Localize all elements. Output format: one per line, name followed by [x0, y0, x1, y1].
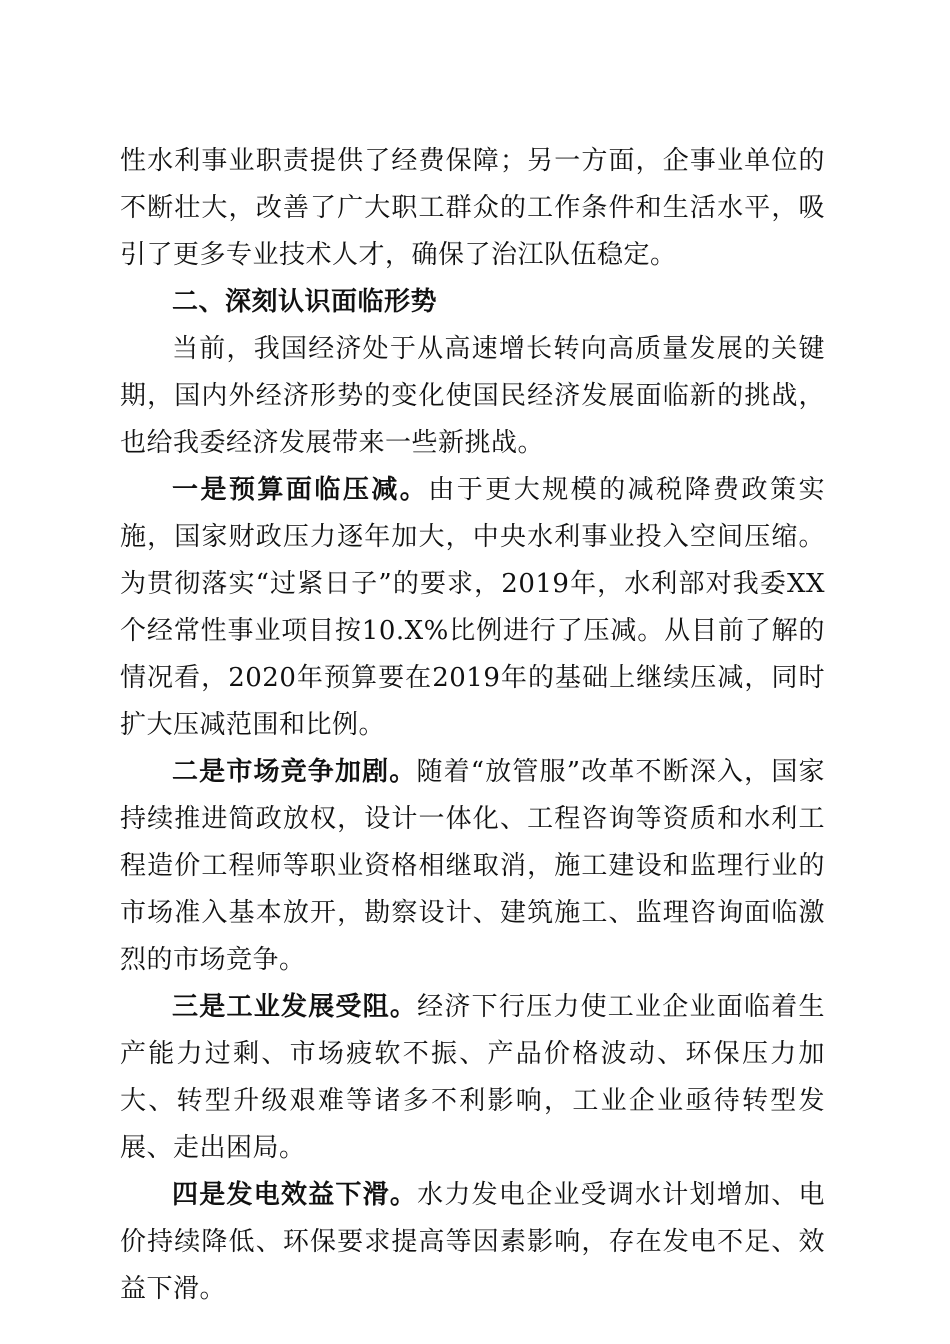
paragraph-text: 由于更大规模的减税降费政策实施，国家财政压力逐年加大，中央水利事业投入空间压缩。为贯彻落实“过紧日子”的要求，2019年，水利部对我委XX个经常性事业项目按10.X%比例进行了压减。从目前了解的情况看，2020年预算要在2019年的基础上继续压减，同时扩大压减范围和比例。: [120, 475, 825, 740]
paragraph-industry: [120, 984, 825, 1172]
paragraph-intro: [120, 326, 825, 467]
paragraph-market: [120, 749, 825, 984]
paragraph-lead: 三是工业发展受阻。: [172, 992, 418, 1022]
paragraph-text: 随着“放管服”改革不断深入，国家持续推进简政放权，设计一体化、工程咨询等资质和水利工程造价工程师等职业资格相继取消，施工建设和监理行业的市场准入基本放开，勘察设计、建筑施工、监理咨询面临激烈的市场竞争。: [120, 757, 825, 975]
document-body: [120, 138, 825, 1313]
paragraph-text: 当前，我国经济处于从高速增长转向高质量发展的关键期，国内外经济形势的变化使国民经济发展面临新的挑战，也给我委经济发展带来一些新挑战。: [120, 334, 825, 458]
paragraph-lead: 二是市场竞争加剧。: [172, 757, 417, 787]
paragraph-lead: 一是预算面临压减。: [172, 475, 429, 505]
paragraph-continuation: [120, 138, 825, 279]
paragraph-budget: [120, 467, 825, 749]
paragraph-text: 水力发电企业受调水计划增加、电价持续降低、环保要求提高等因素影响，存在发电不足、效益下滑。: [120, 1180, 825, 1304]
section-heading: [120, 279, 825, 326]
paragraph-power: [120, 1172, 825, 1313]
paragraph-text: 经济下行压力使工业企业面临着生产能力过剩、市场疲软不振、产品价格波动、环保压力加大、转型升级艰难等诸多不利影响，工业企业亟待转型发展、走出困局。: [120, 992, 825, 1163]
paragraph-lead: 四是发电效益下滑。: [172, 1180, 418, 1210]
section-heading-text: 二、深刻认识面临形势: [172, 287, 438, 317]
paragraph-text: 性水利事业职责提供了经费保障；另一方面，企事业单位的不断壮大，改善了广大职工群众的工作条件和生活水平，吸引了更多专业技术人才，确保了治江队伍稳定。: [120, 146, 825, 270]
